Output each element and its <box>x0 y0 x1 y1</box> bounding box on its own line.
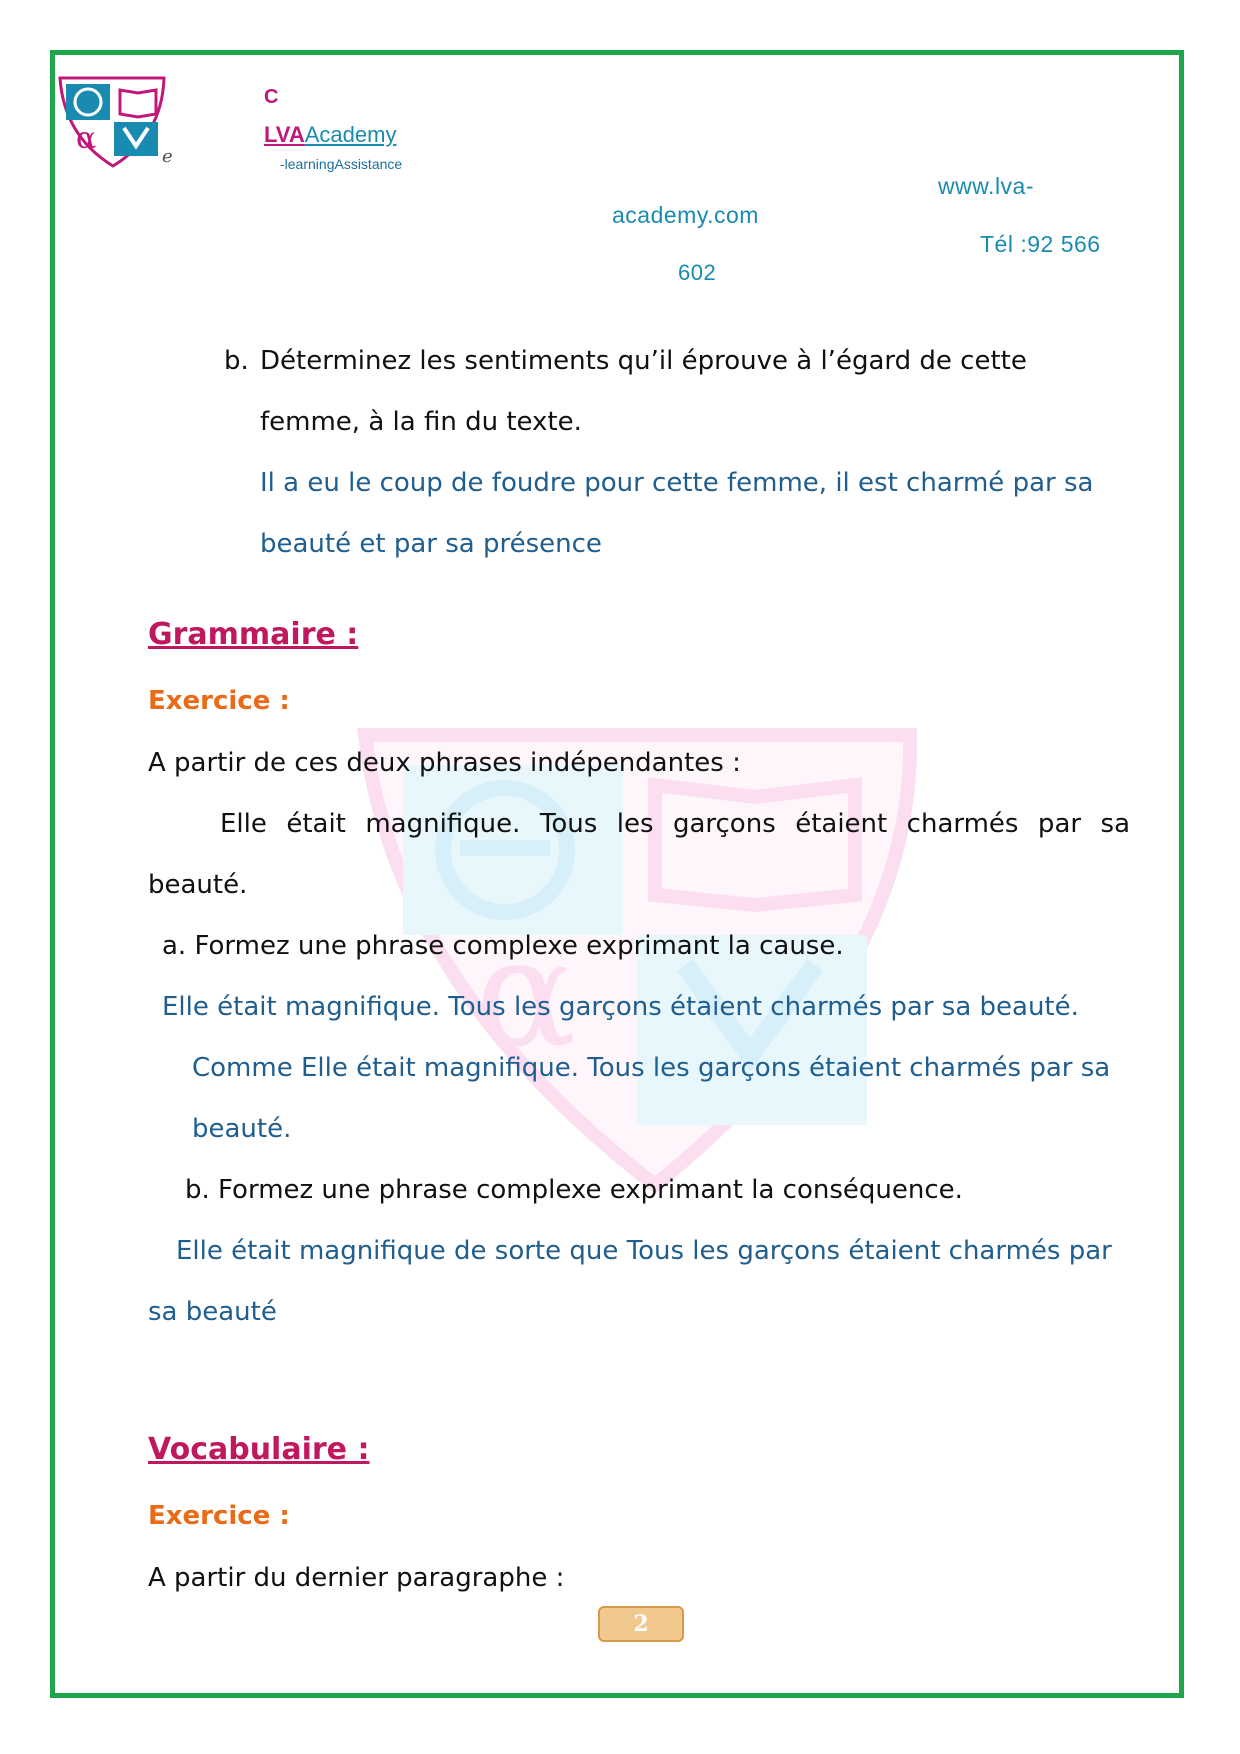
section-title-vocabulaire: Vocabulaire : <box>148 1432 370 1467</box>
exercise-title-vocabulaire: Exercice : <box>148 1501 290 1531</box>
brand-academy: Academy <box>304 122 397 147</box>
section-title-grammaire: Grammaire : <box>148 617 359 652</box>
grammaire-answer-a-line2: Comme Elle était magnifique. Tous les garçons étaient charmés par sa <box>192 1053 1111 1083</box>
logo-e-letter: e <box>162 146 173 167</box>
brand-lva: LVA <box>264 122 305 147</box>
grammaire-answer-b-line1: Elle était magnifique de sorte que Tous les garçons étaient charmés par <box>176 1236 1112 1266</box>
grammaire-answer-a-line3: beauté. <box>192 1114 292 1144</box>
lva-logo-icon <box>58 76 166 168</box>
grammaire-answer-b-line2: sa beauté <box>148 1297 277 1327</box>
grammaire-sentence-line1: Elle était magnifique. Tous les garçons étaient charmés par sa <box>220 809 1130 839</box>
phone-number: Tél :92 566 <box>980 231 1101 257</box>
svg-text:α: α <box>475 907 577 1081</box>
exercise-title-grammaire: Exercice : <box>148 686 290 716</box>
vocabulaire-intro: A partir du dernier paragraphe : <box>148 1563 565 1593</box>
brand-name <box>264 122 396 148</box>
question-b-line1: Déterminez les sentiments qu’il éprouve à l’égard de cette <box>260 346 1027 376</box>
grammaire-intro: A partir de ces deux phrases indépendantes : <box>148 748 741 778</box>
answer-b-line1: Il a eu le coup de foudre pour cette femme, il est charmé par sa <box>260 468 1094 498</box>
page-number: 2 <box>598 1606 684 1642</box>
brand-subtitle: -learningAssistance <box>280 156 403 172</box>
header-c-letter: C <box>264 86 279 108</box>
grammaire-question-a: a. Formez une phrase complexe exprimant la cause. <box>162 931 844 961</box>
grammaire-answer-a-line1: Elle était magnifique. Tous les garçons étaient charmés par sa beauté. <box>162 992 1079 1022</box>
question-b-line2: femme, à la fin du texte. <box>260 407 582 437</box>
grammaire-sentence-line2: beauté. <box>148 870 248 900</box>
svg-text:α: α <box>76 121 97 156</box>
grammaire-question-b: b. Formez une phrase complexe exprimant la conséquence. <box>185 1175 963 1205</box>
phone-number-end: 602 <box>678 260 717 285</box>
question-b-label: b. <box>224 346 249 376</box>
website-part1: www.lva- <box>938 173 1035 199</box>
website-part2: academy.com <box>612 202 759 228</box>
answer-b-line2: beauté et par sa présence <box>260 529 602 559</box>
